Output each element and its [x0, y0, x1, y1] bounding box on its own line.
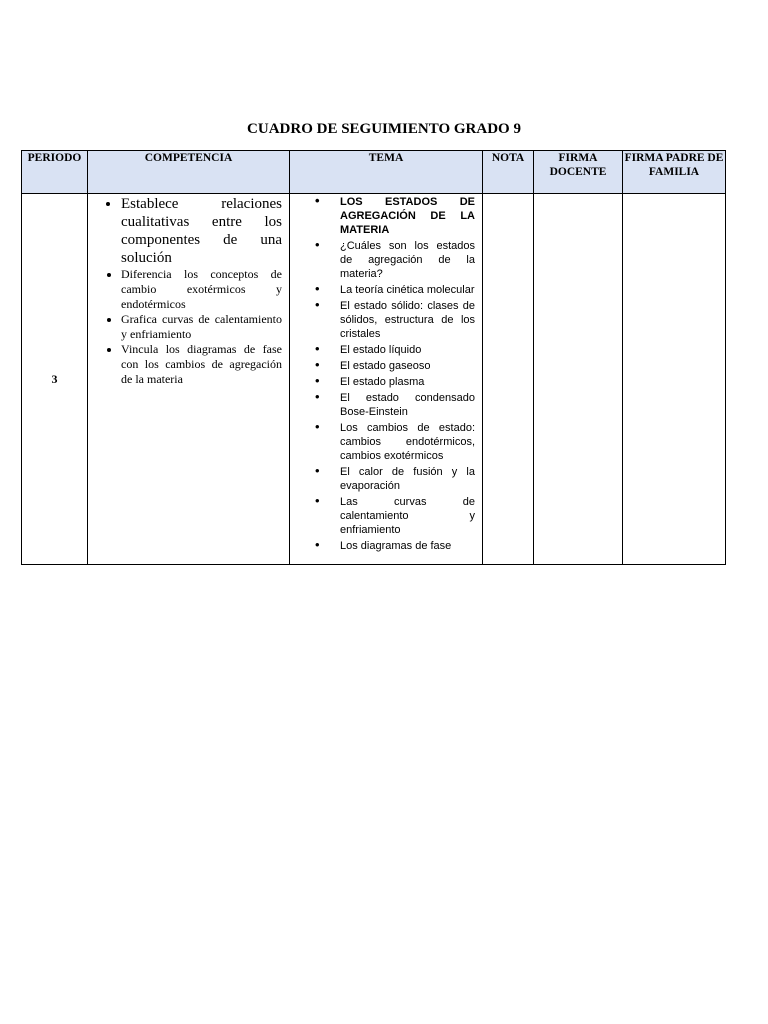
firma-docente-cell [534, 194, 623, 565]
list-item: • Diferencia los conceptos de cambio exotérmicos y endotérmicos [121, 267, 282, 312]
periodo-cell: 3 [22, 194, 88, 565]
header-tema: TEMA [290, 151, 483, 194]
list-item: • Los cambios de estado: cambios endotérmicos, cambios exotérmicos [340, 421, 475, 463]
header-nota: NOTA [483, 151, 534, 194]
list-item: • Vincula los diagramas de fase con los cambios de agregación de la materia [121, 342, 282, 387]
header-periodo: PERIODO [22, 151, 88, 194]
list-item: • ¿Cuáles son los estados de agregación de la materia? [340, 239, 475, 281]
list-item: • El estado líquido [340, 343, 475, 357]
header-competencia: COMPETENCIA [88, 151, 290, 194]
list-item: • Los diagramas de fase [340, 539, 475, 553]
list-item: • El estado plasma [340, 375, 475, 389]
tema-cell [290, 194, 483, 565]
list-item: • Grafica curvas de calentamiento y enfriamiento [121, 312, 282, 342]
nota-cell [483, 194, 534, 565]
table-row [22, 194, 726, 565]
list-item: • El calor de fusión y la evaporación [340, 465, 475, 493]
list-item: • El estado sólido: clases de sólidos, estructura de los cristales [340, 299, 475, 341]
list-item: • El estado condensado Bose-Einstein [340, 391, 475, 419]
list-item: • LOS ESTADOS DE AGREGACIÓN DE LA MATERIA [340, 195, 475, 237]
firma-padre-cell [623, 194, 726, 565]
competencia-list [88, 194, 289, 387]
list-item: • La teoría cinética molecular [340, 283, 475, 297]
table-header-row [22, 151, 726, 194]
header-firma-docente: FIRMA DOCENTE [534, 151, 623, 194]
list-item: • El estado gaseoso [340, 359, 475, 373]
tema-list [290, 194, 482, 553]
tracking-table [21, 150, 726, 565]
list-item: • Las curvas de calentamiento y enfriamiento [340, 495, 475, 537]
header-firma-padre: FIRMA PADRE DE FAMILIA [623, 151, 726, 194]
list-item: • Establece relaciones cualitativas entre los componentes de una solución [121, 195, 282, 267]
document-title: CUADRO DE SEGUIMIENTO GRADO 9 [247, 121, 521, 137]
competencia-cell [88, 194, 290, 565]
